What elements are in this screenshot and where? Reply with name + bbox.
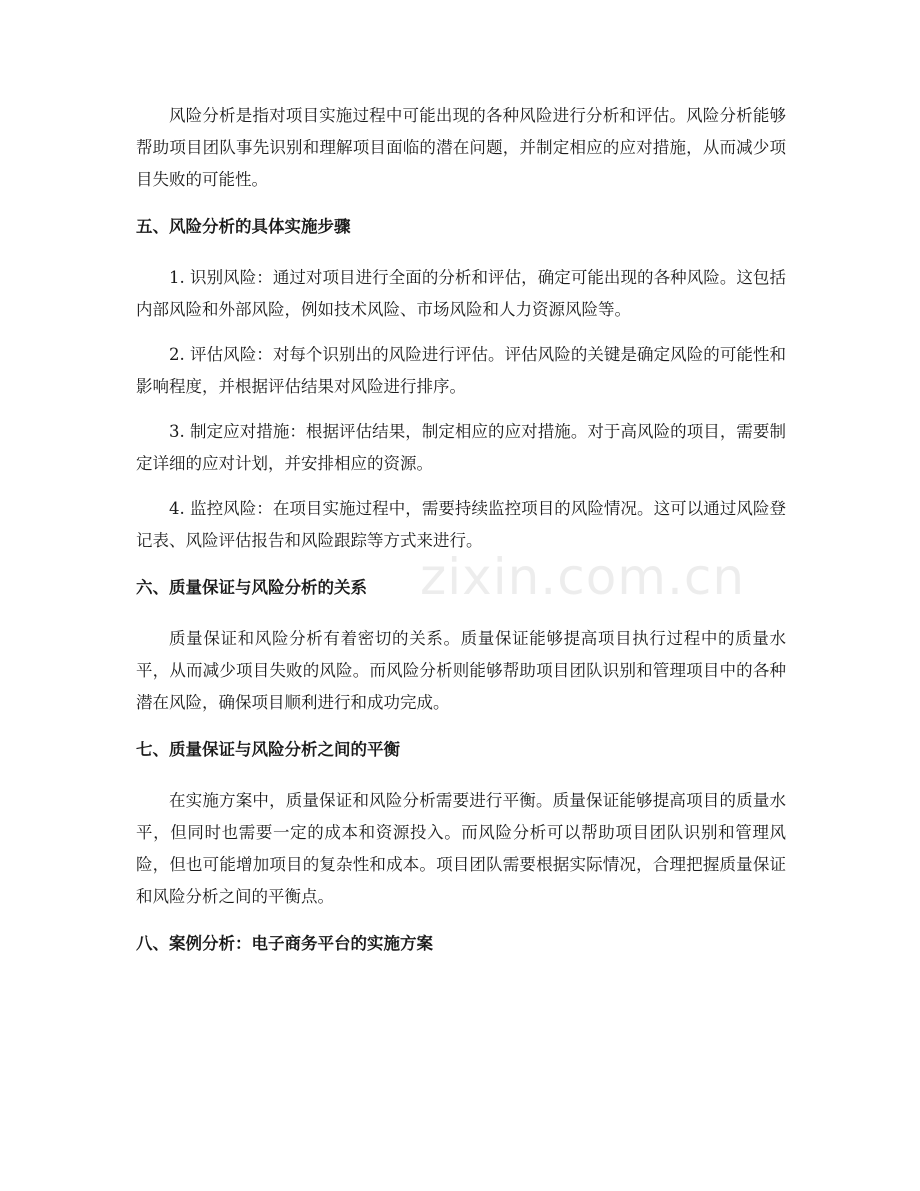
step-1-paragraph: 1. 识别风险：通过对项目进行全面的分析和评估，确定可能出现的各种风险。这包括内部风险和外部风险，例如技术风险、市场风险和人力资源风险等。 — [136, 268, 786, 319]
step-3-paragraph: 3. 制定应对措施：根据评估结果，制定相应的应对措施。对于高风险的项目，需要制定详细的应对计划，并安排相应的资源。 — [136, 422, 786, 473]
step-4-paragraph: 4. 监控风险：在项目实施过程中，需要持续监控项目的风险情况。这可以通过风险登记表、风险评估报告和风险跟踪等方式来进行。 — [136, 499, 786, 550]
document-page — [136, 100, 786, 979]
section-7-paragraph: 在实施方案中，质量保证和风险分析需要进行平衡。质量保证能够提高项目的质量水平，但同时也需要一定的成本和资源投入。而风险分析可以帮助项目团队识别和管理风险，但也可能增加项目的复杂性和成本。项目团队需要根据实际情况，合理把握质量保证和风险分析之间的平衡点。 — [136, 791, 786, 906]
section-6-paragraph: 质量保证和风险分析有着密切的关系。质量保证能够提高项目执行过程中的质量水平，从而减少项目失败的风险。而风险分析则能够帮助项目团队识别和管理项目中的各种潜在风险，确保项目顺利进行和成功完成。 — [136, 629, 786, 712]
section-8-heading: 八、案例分析：电子商务平台的实施方案 — [136, 934, 433, 953]
section-5-heading: 五、风险分析的具体实施步骤 — [136, 217, 351, 236]
step-2-paragraph: 2. 评估风险：对每个识别出的风险进行评估。评估风险的关键是确定风险的可能性和影响程度，并根据评估结果对风险进行排序。 — [136, 345, 786, 396]
intro-paragraph: 风险分析是指对项目实施过程中可能出现的各种风险进行分析和评估。风险分析能够帮助项目团队事先识别和理解项目面临的潜在问题，并制定相应的应对措施，从而减少项目失败的可能性。 — [136, 106, 786, 189]
watermark: zixin.com.cn — [420, 548, 746, 606]
section-6-heading: 六、质量保证与风险分析的关系 — [136, 578, 367, 597]
section-7-heading: 七、质量保证与风险分析之间的平衡 — [136, 740, 400, 759]
